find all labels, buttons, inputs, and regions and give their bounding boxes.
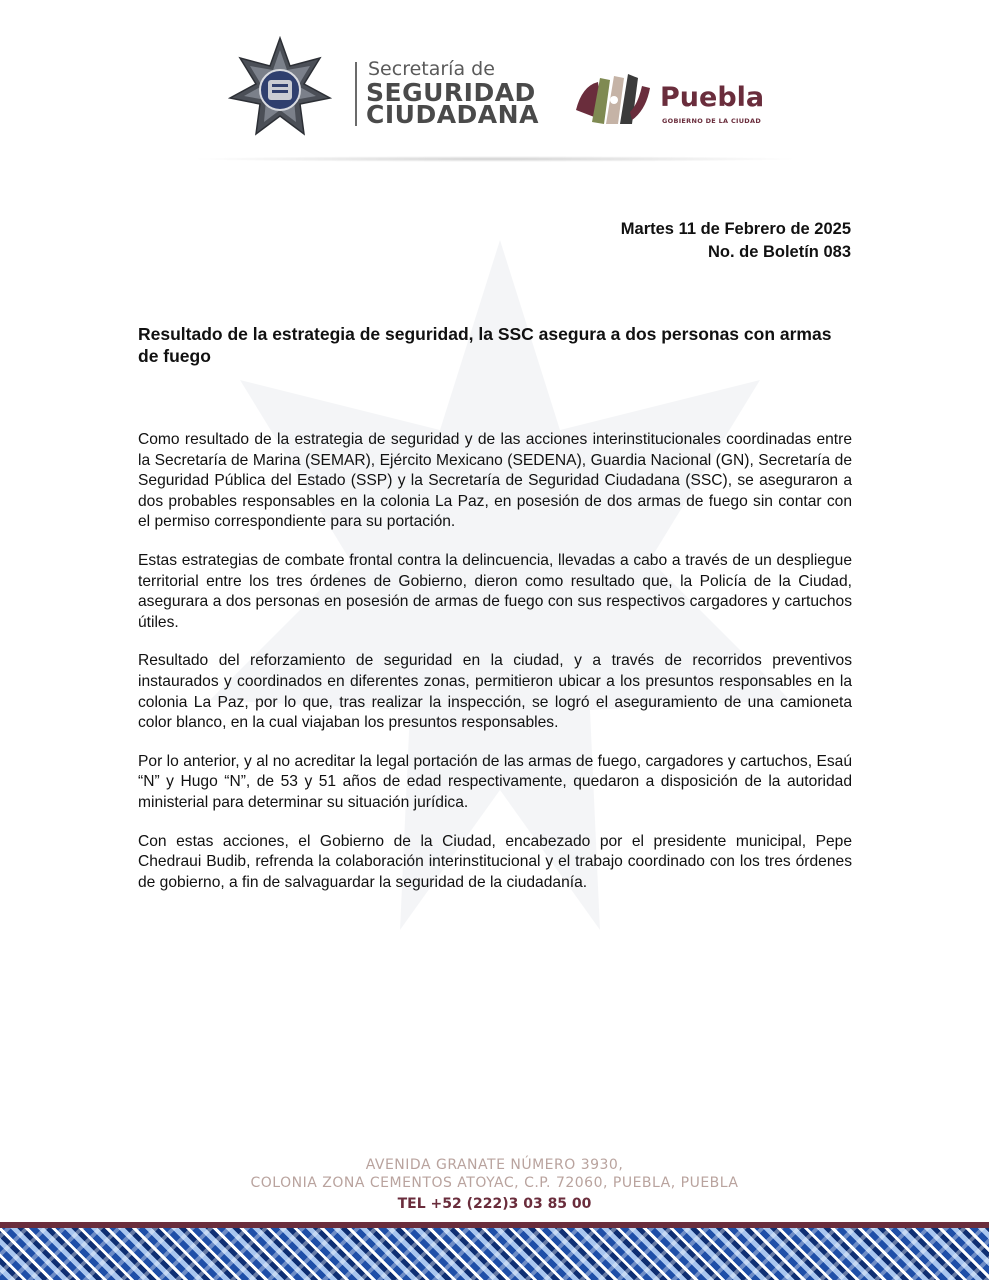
footer-phone: TEL +52 (222)3 03 85 00 [397, 1196, 592, 1212]
ssc-logo-line2: SEGURIDAD [366, 78, 536, 107]
header-shadow [190, 156, 800, 162]
logo-divider [355, 62, 357, 126]
paragraph: Por lo anterior, y al no acreditar la legal portación de las armas de fuego, cargadores y cartuchos, Esaú “N” y Hugo “N”, de 53 y 51 años de edad respectivamente, quedaron a disposición de la autoridad ministerial para determinar su situación jurídica. [138, 752, 852, 811]
puebla-logo-name: Puebla [660, 82, 765, 113]
bulletin-number: No. de Boletín 083 [707, 243, 851, 261]
ssc-logo-line3: CIUDADANA [366, 100, 539, 129]
footer-decorative-band [0, 1222, 989, 1280]
paragraph: Como resultado de la estrategia de seguridad y de las acciones interinstitucionales coordinadas entre la Secretaría de Marina (SEMAR), Ejército Mexicano (SEDENA), Guardia Nacional (GN), Secretaría de Seguridad Pública del Estado (SSP) y la Secretaría de Seguridad Ciudadana (SSC), se aseguraron a dos probables responsables en la colonia La Paz, en posesión de dos armas de fuego sin contar con el permiso correspondiente para su portación. [138, 431, 852, 531]
footer-address-line1: AVENIDA GRANATE NÚMERO 3930, [365, 1157, 624, 1173]
paragraph: Con estas acciones, el Gobierno de la Ciudad, encabezado por el presidente municipal, Pepe Chedraui Budib, refrenda la colaboración interinstitucional y el trabajo coordinado con los tres órdenes de gobierno, a fin de salvaguardar la seguridad de la ciudadanía. [138, 832, 852, 891]
bulletin-body [138, 430, 852, 911]
paragraph: Resultado del reforzamiento de seguridad en la ciudad, y a través de recorridos preventivos instaurados y coordinados en diferentes zonas, permitieron ubicar a los presuntos responsables en la colonia La Paz, por lo que, tras realizar la inspección, se logró el aseguramiento de una camioneta color blanco, en la cual viajaban los presuntos responsables. [138, 652, 852, 732]
bulletin-title: Resultado de la estrategia de seguridad, la SSC asegura a dos personas con armas de fuego [138, 324, 832, 366]
paragraph: Estas estrategias de combate frontal contra la delincuencia, llevadas a cabo a través de un despliegue territorial entre los tres órdenes de Gobierno, dieron como resultado que, la Policía de la Ciudad, asegurara a dos personas en posesión de armas de fuego con sus respectivos cargadores y cartuchos útiles. [138, 551, 852, 631]
puebla-emblem-icon [572, 70, 656, 130]
bulletin-meta [621, 218, 851, 264]
ssc-logo-line1: Secretaría de [368, 58, 495, 80]
puebla-logo-subtitle: GOBIERNO DE LA CIUDAD [662, 117, 762, 125]
police-star-badge-icon [228, 36, 332, 140]
footer-address-line2: COLONIA ZONA CEMENTOS ATOYAC, C.P. 72060, PUEBLA, PUEBLA [250, 1175, 739, 1191]
bulletin-date: Martes 11 de Febrero de 2025 [620, 220, 851, 238]
letterhead [0, 0, 989, 170]
